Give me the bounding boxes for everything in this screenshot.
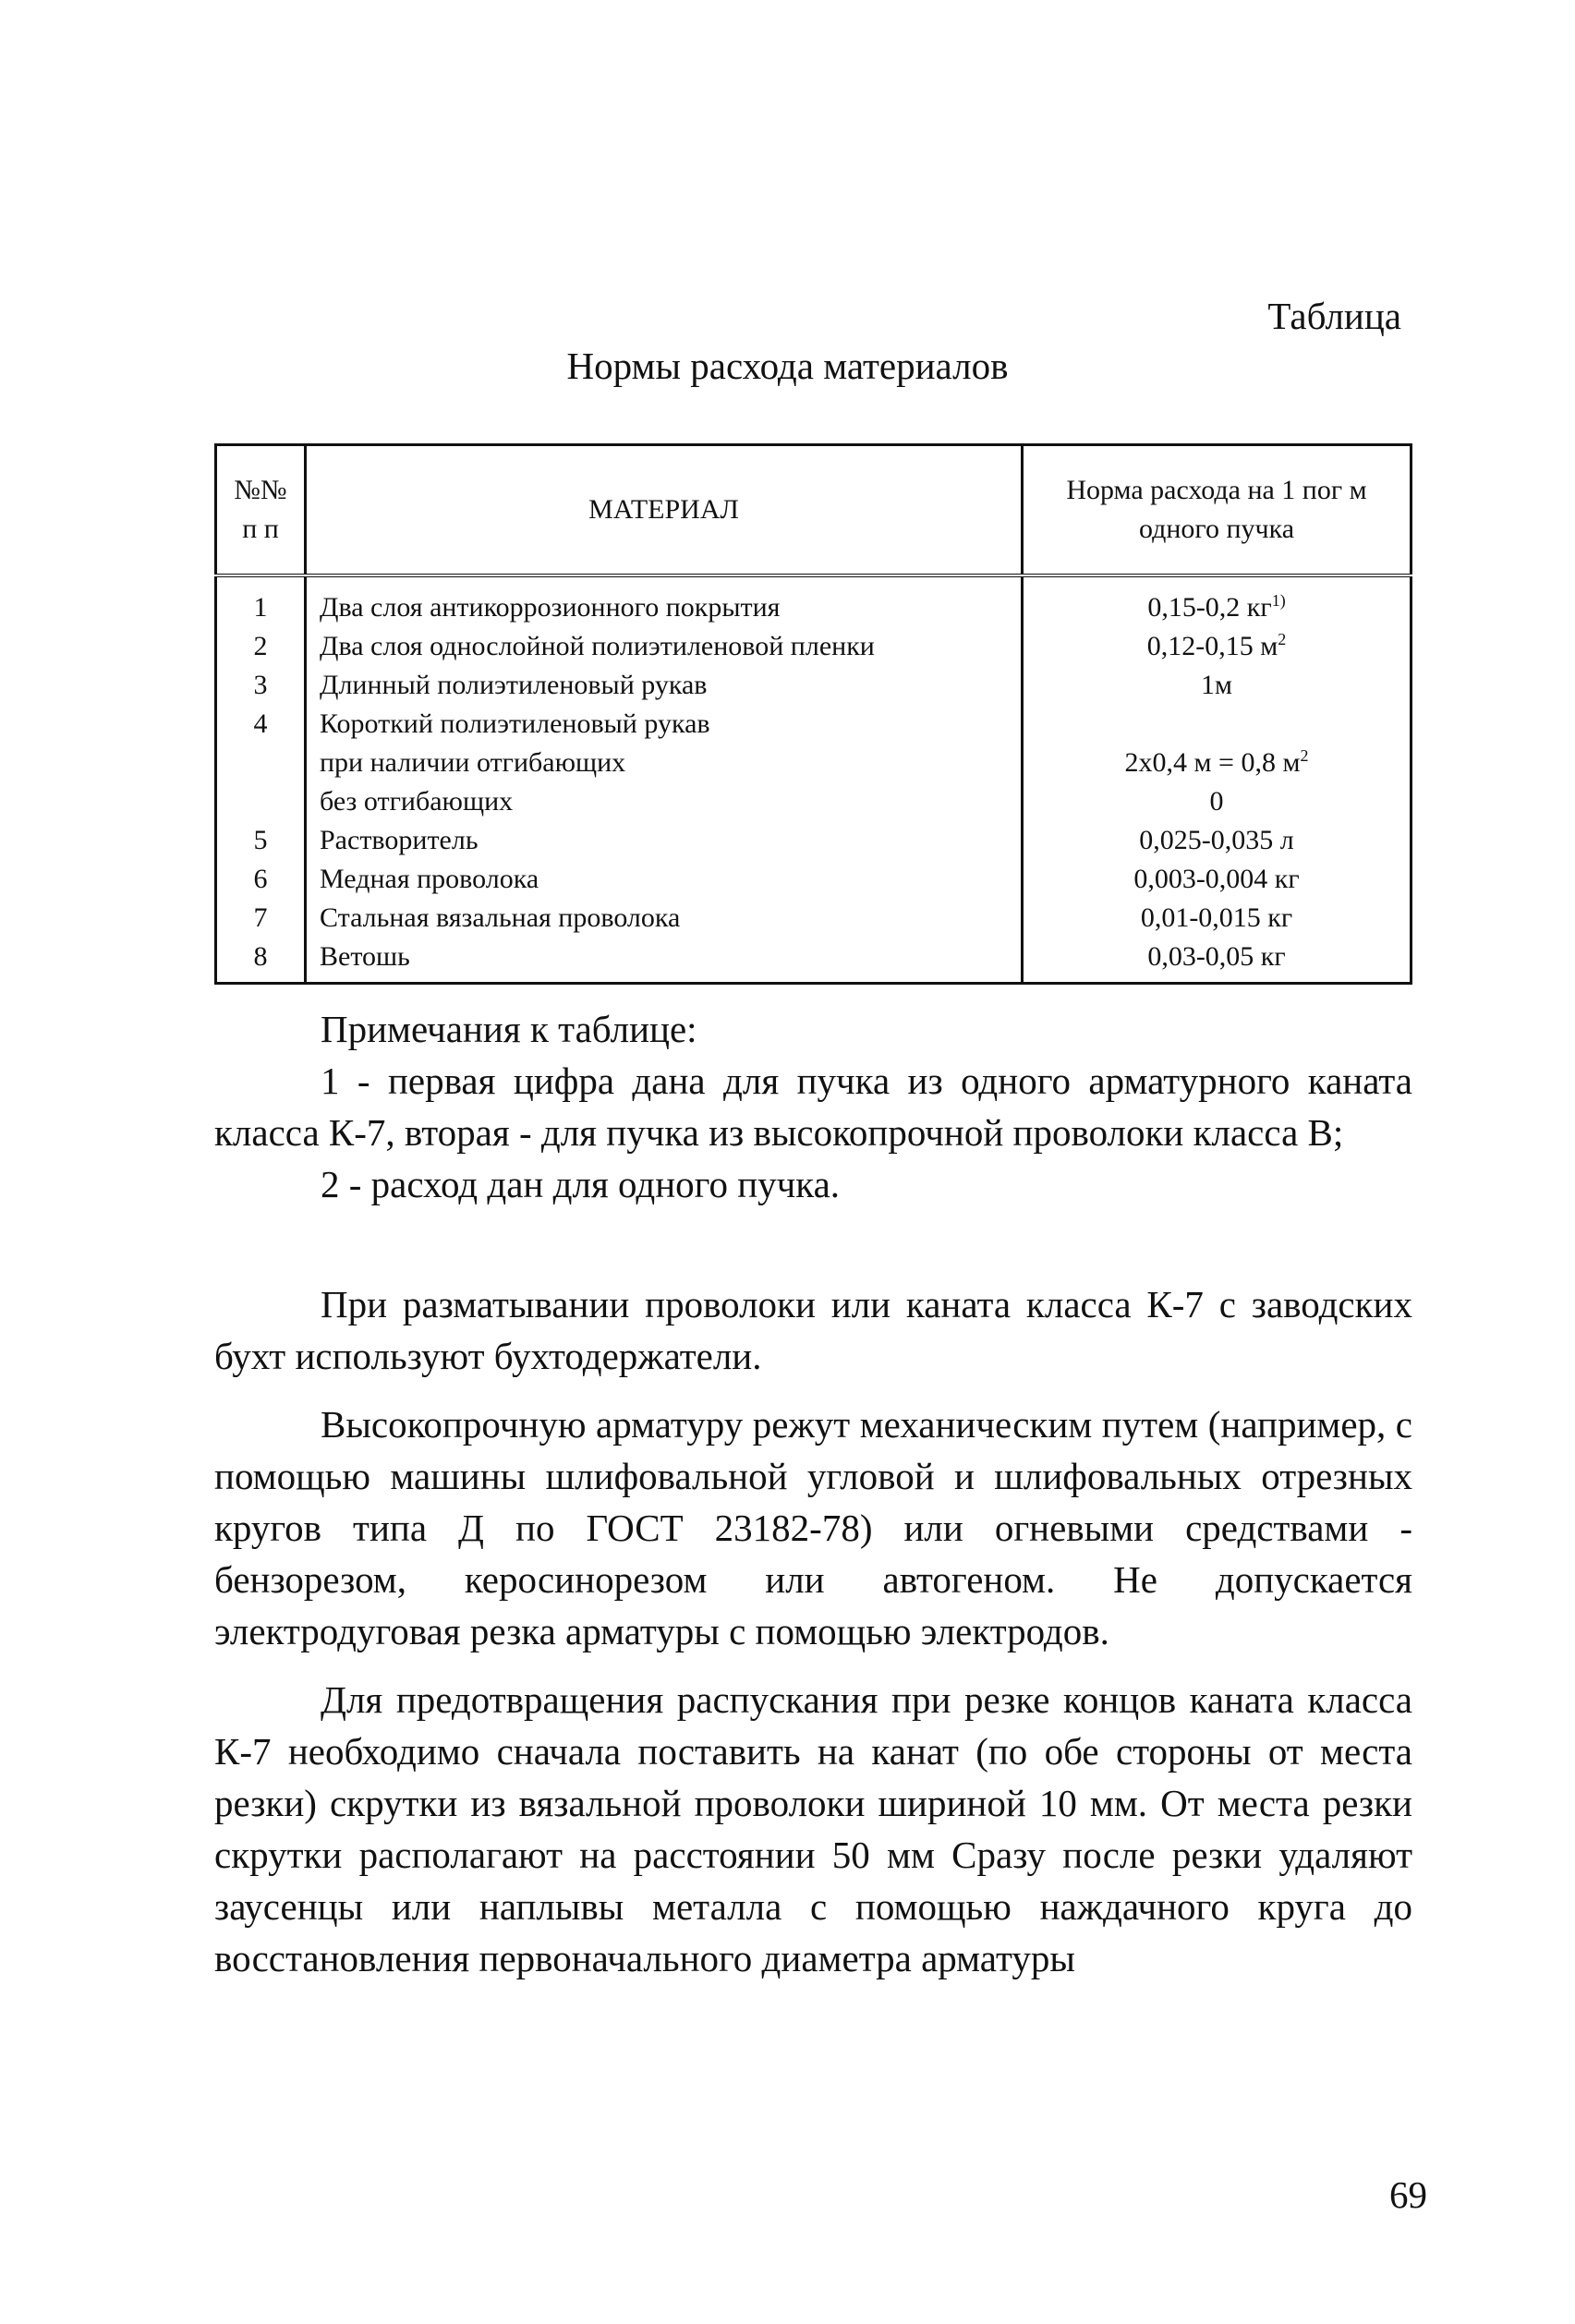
row-norm-sup: 2	[1300, 746, 1309, 765]
row-norm-value: 0,01-0,015 кг	[1140, 902, 1293, 933]
notes-heading: Примечания к таблице:	[321, 1008, 697, 1050]
row-norm	[1023, 821, 1411, 860]
table-row	[216, 899, 1411, 938]
row-norm-value: 0	[1209, 786, 1224, 817]
row-material: Стальная вязальная проволока	[306, 899, 1023, 938]
row-number: 5	[216, 821, 306, 860]
row-material: Растворитель	[306, 821, 1023, 860]
row-number	[216, 782, 306, 821]
header-norm-line2: одного пучка	[1138, 514, 1295, 544]
table-row	[216, 627, 1411, 666]
row-norm	[1023, 705, 1411, 744]
row-norm-value: 0,025-0,035 л	[1139, 825, 1294, 855]
row-number: 1	[216, 575, 306, 627]
body-text	[214, 1278, 1412, 2001]
table-notes	[214, 1003, 1412, 1210]
table-header-row	[216, 445, 1411, 576]
paragraph: Высокопрочную арматуру режут механическим путем (например, с помощью машины шлифовальной угловой и шлифовальных отрезных кругов типа Д по ГОСТ 23182-78) или огневыми средствами - бензорезом, керосинорезом или автогеном. Не допускается электродуговая резка арматуры с помощью электродов.	[214, 1403, 1412, 1652]
row-norm	[1023, 627, 1411, 666]
row-number: 8	[216, 938, 306, 984]
row-norm-sup: 2	[1278, 630, 1287, 648]
table-row	[216, 575, 1411, 627]
row-norm-value: 0,15-0,2 кг	[1147, 592, 1272, 623]
page-number: 69	[1389, 2173, 1427, 2216]
table-label: Таблица	[1267, 295, 1401, 337]
table-row	[216, 744, 1411, 782]
row-norm	[1023, 938, 1411, 984]
row-number: 7	[216, 899, 306, 938]
table-row	[216, 666, 1411, 705]
row-norm-value: 0,003-0,004 кг	[1133, 864, 1300, 894]
row-material: Медная проволока	[306, 860, 1023, 899]
table-row	[216, 860, 1411, 899]
paragraph: Для предотвращения распускания при резке концов каната класса К-7 необходимо сначала поставить на канат (по обе стороны от места резки) скрутки из вязальной проволоки шириной 10 мм. От места резки скрутки располагают на расстоянии 50 мм Сразу после резки удаляют заусенцы или наплывы металла с помощью наждачного круга до восстановления первоначального диаметра арматуры	[214, 1678, 1412, 1979]
header-norm	[1023, 445, 1411, 576]
row-norm-value: 2х0,4 м = 0,8 м	[1124, 747, 1301, 778]
table-title: Нормы расхода материалов	[566, 345, 1009, 387]
header-material: МАТЕРИАЛ	[306, 445, 1023, 576]
row-number: 3	[216, 666, 306, 705]
row-norm-sup: 1)	[1271, 591, 1286, 610]
header-number-line1: №№	[234, 475, 287, 505]
row-number: 2	[216, 627, 306, 666]
row-number: 4	[216, 705, 306, 744]
norms-table	[214, 443, 1412, 985]
table-row	[216, 938, 1411, 984]
row-norm-value: 0,03-0,05 кг	[1147, 941, 1286, 972]
header-number-line2: п п	[242, 514, 279, 544]
row-norm	[1023, 899, 1411, 938]
table-row	[216, 705, 1411, 744]
paragraph: При разматывании проволоки или каната класса К-7 с заводских бухт используют бухтодержатели.	[214, 1283, 1412, 1377]
row-material: Два слоя антикоррозионного покрытия	[306, 575, 1023, 627]
row-norm	[1023, 860, 1411, 899]
header-number	[216, 445, 306, 576]
row-material: без отгибающих	[306, 782, 1023, 821]
row-material: при наличии отгибающих	[306, 744, 1023, 782]
row-material: Ветошь	[306, 938, 1023, 984]
row-norm	[1023, 666, 1411, 705]
row-number: 6	[216, 860, 306, 899]
row-material: Два слоя однослойной полиэтиленовой пленки	[306, 627, 1023, 666]
row-norm-value: 0,12-0,15 м	[1146, 631, 1278, 661]
note-2: 2 - расход дан для одного пучка.	[321, 1163, 841, 1205]
row-norm	[1023, 782, 1411, 821]
table-row	[216, 821, 1411, 860]
row-material: Длинный полиэтиленовый рукав	[306, 666, 1023, 705]
row-norm	[1023, 575, 1411, 627]
table-row	[216, 782, 1411, 821]
header-norm-line1: Норма расхода на 1 пог м	[1066, 475, 1367, 505]
row-number	[216, 744, 306, 782]
row-material: Короткий полиэтиленовый рукав	[306, 705, 1023, 744]
row-norm-value: 1м	[1201, 670, 1232, 700]
note-1: 1 - первая цифра дана для пучка из одного арматурного каната класса К-7, вторая - для пучка из высокопрочной проволоки класса В;	[214, 1059, 1412, 1154]
row-norm	[1023, 744, 1411, 782]
